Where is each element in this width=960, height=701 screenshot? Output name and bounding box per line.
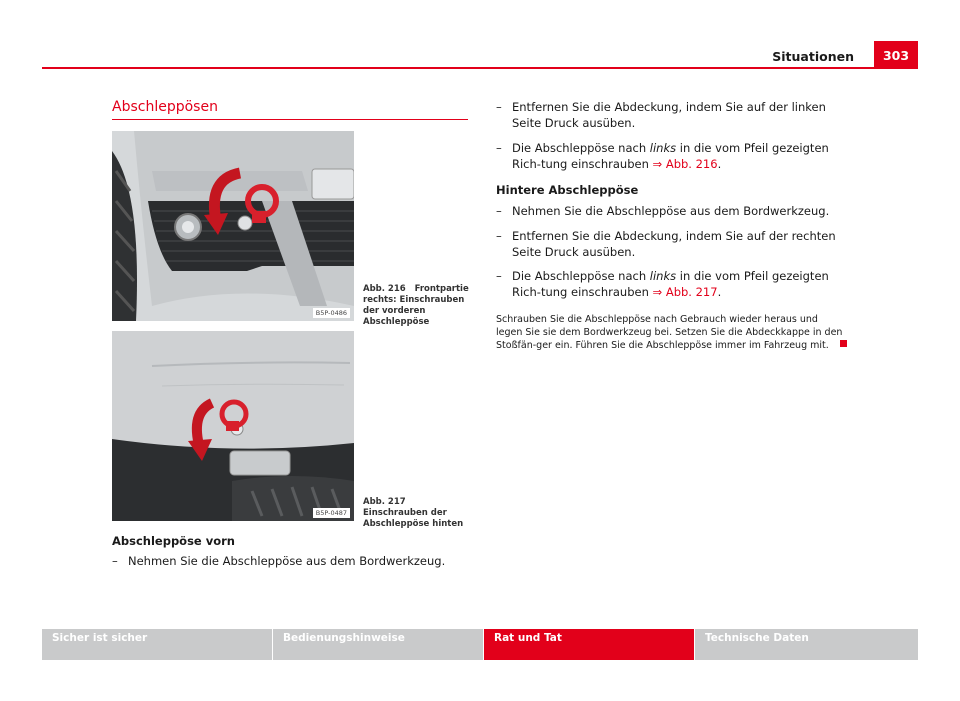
rear-heading: Hintere Abschleppöse xyxy=(496,183,639,197)
header-rule xyxy=(42,67,918,69)
figure-front-tow-eye xyxy=(112,131,354,321)
front-step-2: – Entfernen Sie die Abdeckung, indem Sie auf der linken Seite Druck ausüben. xyxy=(496,100,826,130)
figure-code: B5P-0487 xyxy=(313,508,350,518)
section-title: Abschleppösen xyxy=(112,99,218,115)
figure-rear-tow-eye xyxy=(112,331,354,521)
caption-text: Frontpartie rechts: Einschrauben der vorderen Abschleppöse xyxy=(363,284,469,327)
tab-bedienungshinweise[interactable]: Bedienungshinweise xyxy=(273,629,483,660)
header-section-title: Situationen xyxy=(772,49,854,64)
figure-code: B5P-0486 xyxy=(313,308,350,318)
section-end-mark xyxy=(840,340,847,347)
rear-step-2: – Entfernen Sie die Abdeckung, indem Sie auf der rechten Seite Druck ausüben. xyxy=(496,229,836,259)
bullet-dash: – xyxy=(496,269,502,283)
tab-technische-daten[interactable]: Technische Daten xyxy=(695,629,918,660)
page-number: 303 xyxy=(874,41,918,69)
figure-caption xyxy=(363,497,475,530)
bullet-dash: – xyxy=(496,204,502,218)
bullet-dash: – xyxy=(112,554,118,568)
front-heading: Abschleppöse vorn xyxy=(112,534,235,548)
front-bumper-illustration xyxy=(112,131,354,321)
front-step-1: – Nehmen Sie die Abschleppöse aus dem Bordwerkzeug. xyxy=(112,554,446,568)
caption-ref: Abb. 217 xyxy=(363,497,406,507)
caption-text: Einschrauben der Abschleppöse hinten xyxy=(363,508,464,529)
front-step-3: – Die Abschleppöse nach links in die vom Pfeil gezeigten Rich-tung einschrauben ⇒ Abb. 216. xyxy=(496,141,829,171)
bullet-dash: – xyxy=(496,229,502,243)
rear-step-1: – Nehmen Sie die Abschleppöse aus dem Bordwerkzeug. xyxy=(496,204,830,218)
figure-link-216[interactable]: ⇒ Abb. 216 xyxy=(652,157,718,171)
figure-caption xyxy=(363,284,475,328)
note-text: Schrauben Sie die Abschleppöse nach Gebrauch wieder heraus und legen Sie sie dem Bordwerkzeug bei. Setzen Sie die Abdeckkappe in den Stoßfän-ger ein. Führen Sie die Abschleppöse immer im Fahrzeug mit. xyxy=(496,314,843,351)
rear-bumper-illustration xyxy=(112,331,354,521)
tab-sicher-ist-sicher[interactable]: Sicher ist sicher xyxy=(42,629,272,660)
section-rule xyxy=(112,119,468,120)
figure-link-217[interactable]: ⇒ Abb. 217 xyxy=(652,285,718,299)
rear-step-3: – Die Abschleppöse nach links in die vom Pfeil gezeigten Rich-tung einschrauben ⇒ Abb. 217. xyxy=(496,269,829,299)
caption-ref: Abb. 216 xyxy=(363,284,406,294)
bullet-dash: – xyxy=(496,141,502,155)
bullet-dash: – xyxy=(496,100,502,114)
tab-rat-und-tat[interactable]: Rat und Tat xyxy=(484,629,694,660)
